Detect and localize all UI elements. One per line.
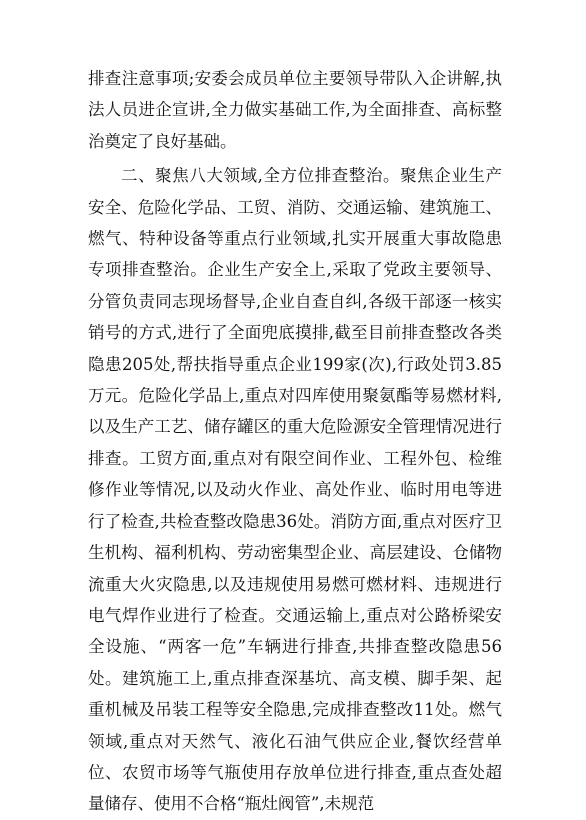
paragraph-preparation: 排查注意事项;安委会成员单位主要领导带队入企讲解,执法人员进企宣讲,全力做实基础工作,为全面排查、高标整治奠定了良好基础。 [88,69,502,151]
paragraph-eight-fields: 二、聚焦八大领域,全方位排查整治。聚焦企业生产安全、危险化学品、工贸、消防、交通运输、建筑施工、燃气、特种设备等重点行业领域,扎实开展重大事故隐患专项排查整治。企业生产安全上,采取了党政主要领导、分管负责同志现场督导,企业自查自纠,各级干部逐一核实销号的方式,进行了全面兜底摸排,截至目前排查整改各类隐患205处,帮扶指导重点企业199家(次),行政处罚3.85万元。危险化学品上,重点对四库使用聚氨酯等易燃材料,以及生产工艺、储存罐区的重大危险源安全管理情况进行排查。工贸方面,重点对有限空间作业、工程外包、检维修作业等情况,以及动火作业、高处作业、临时用电等进行了检查,共检查整改隐患36处。消防方面,重点对医疗卫生机构、福利机构、劳动密集型企业、高层建设、仓储物流重大火灾隐患,以及违规使用易燃可燃材料、违规进行电气焊作业进行了检查。交通运输上,重点对公路桥梁安全设施、“两客一危”车辆进行排查,共排查整改隐患56处。建筑施工上,重点排查深基坑、高支模、脚手架、起重机械及吊装工程等安全隐患,完成排查整改11处。燃气领域,重点对天然气、液化石油气供应企业,餐饮经营单位、农贸市场等气瓶使用存放单位进行排查,重点查处超量储存、使用不合格“瓶灶阀管”,未规范 [88,166,502,814]
document-body [88,63,502,820]
